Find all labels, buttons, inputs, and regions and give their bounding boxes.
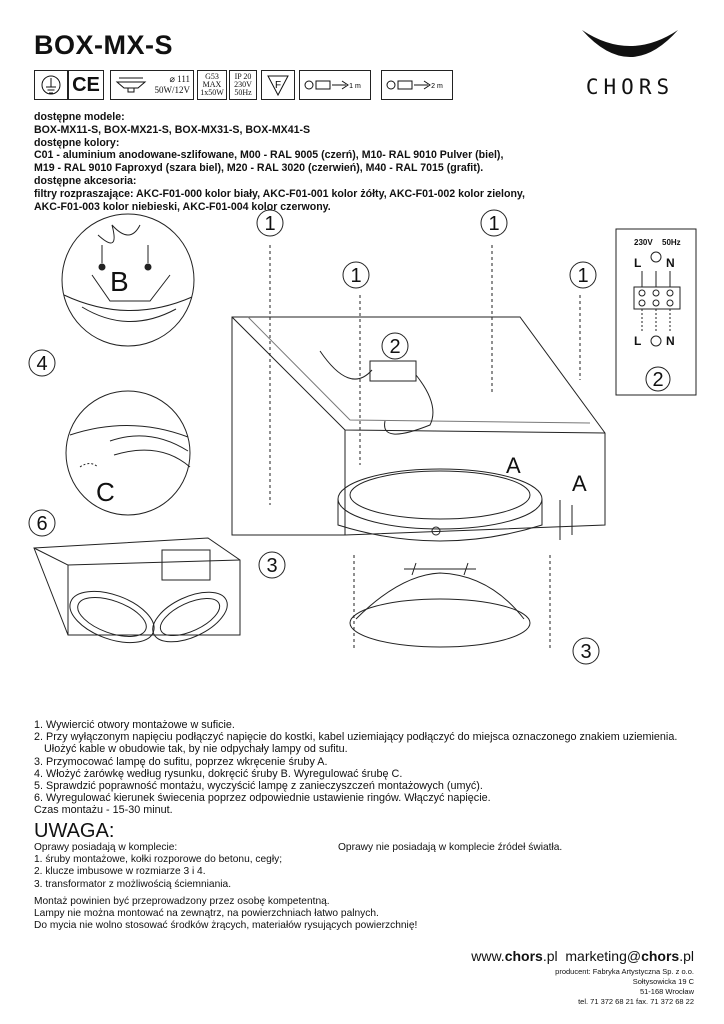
warning-heading: UWAGA: <box>34 820 115 842</box>
bulb-power: 50W/12V <box>154 85 190 95</box>
label-a2: A <box>572 471 587 496</box>
wiring-panel <box>616 229 696 395</box>
svg-text:N: N <box>666 334 675 348</box>
svg-text:2 m: 2 m <box>431 83 443 90</box>
label-c: C <box>96 477 115 507</box>
models-label: dostępne modele: <box>34 111 125 123</box>
detail-b <box>62 214 194 346</box>
step-4-marker <box>29 350 55 376</box>
accessories-label: dostępne akcesoria: <box>34 174 137 187</box>
instruction-5: 5. Sprawdzić poprawność montażu, wyczyścić lampę z zanieczyszczeń montażowych (umyć). <box>34 780 483 793</box>
footer-address: producent: Fabryka Artystyczna Sp. z o.o. Sołtysowicka 19 C 51-168 Wrocław tel. 71 372 68 21 fax. 71 372 68 22 <box>555 967 694 1006</box>
instruction-3: 3. Przymocować lampę do sufitu, poprzez wkręcenie śruby A. <box>34 755 328 768</box>
ce-mark: CE <box>68 70 104 100</box>
instruction-1: 1. Wywiercić otwory montażowe w suficie. <box>34 719 235 731</box>
guide-lines <box>270 245 580 650</box>
accessories-line-1: filtry rozpraszające: AKC-F01-000 kolor biały, AKC-F01-001 kolor żółty, AKC-F01-002 kolor zielony, <box>34 187 525 200</box>
marker-3b: 3 <box>580 641 592 663</box>
svg-text:F: F <box>274 80 282 91</box>
svg-text:1 m: 1 m <box>349 83 361 90</box>
installation-diagram <box>20 205 710 675</box>
svg-text:L: L <box>634 256 642 270</box>
marker-2a: 2 <box>389 336 401 358</box>
mounting-time: Czas montażu - 15-30 minut. <box>34 804 173 817</box>
instruction-4: 4. Włożyć żarówkę według rysunku, dokręcić śruby B. Wyregulować śrubę C. <box>34 767 403 780</box>
svg-text:6: 6 <box>36 513 48 535</box>
footer-web[interactable]: www.chors.pl marketing@chors.pl <box>471 948 694 964</box>
lamp-ring <box>338 469 542 541</box>
ground-icon <box>651 252 661 262</box>
step-6-illustration <box>34 538 240 653</box>
step-6-marker <box>29 510 55 536</box>
colors-label: dostępne kolory: <box>34 136 120 149</box>
instruction-2b: Ułożyć kable w obudowie tak, by nie odpychały lampy od sufitu. <box>44 743 348 756</box>
detail-c <box>66 391 190 515</box>
bulb-size: ⌀ 111 <box>169 74 190 84</box>
bulb <box>350 563 530 647</box>
marker-1d: 1 <box>577 265 589 287</box>
marker-1c: 1 <box>350 265 362 287</box>
socket-symbol: G53 MAX 1x50W <box>197 70 227 100</box>
label-b: B <box>110 266 129 297</box>
frequency-label: 50Hz <box>662 238 681 247</box>
distance-1m-symbol <box>299 70 371 100</box>
safety-notes: Montaż powinien być przeprowadzony przez osobę kompetentną. Lampy nie można montować na zewnątrz, na powierzchniach łatwo palnych. Do mycia nie wolno stosować środków żrących, materiałów rysujących powierzchnię! <box>34 896 418 932</box>
accessories-line-2: AKC-F01-003 kolor niebieski, AKC-F01-004 kolor czerwony. <box>34 200 331 213</box>
marker-3a: 3 <box>266 555 278 577</box>
logo-arc-icon <box>582 30 678 57</box>
brand-name: CHORS <box>585 75 675 99</box>
svg-text:L: L <box>634 334 642 348</box>
ip-symbol: IP 20 230V 50Hz <box>229 70 257 100</box>
kit-list: Oprawy posiadają w komplecie: 1. śruby montażowe, kołki rozporowe do betonu, cegły; 2. klucze imbusowe w rozmiarze 3 i 4. 3. transformator z możliwością ściemniania. <box>34 842 283 890</box>
number-markers <box>257 210 599 664</box>
product-title: BOX-MX-S <box>34 30 173 60</box>
product-info <box>34 111 694 213</box>
marker-2b: 2 <box>652 369 664 391</box>
voltage-label: 230V <box>634 238 653 247</box>
no-light-source-note: Oprawy nie posiadają w komplecie źródeł światła. <box>338 842 563 853</box>
instruction-2: 2. Przy wyłączonym napięciu podłączyć napięcie do kostki, kabel uziemiający podłączyć do miejsca oznaczonego znakiem uziemienia. <box>34 731 678 744</box>
chors-logo <box>560 22 700 102</box>
svg-text:4: 4 <box>36 353 48 375</box>
marker-1a: 1 <box>264 213 276 235</box>
colors-line-1: C01 - aluminium anodowane-szlifowane, M00 - RAL 9005 (czerń), M10- RAL 9010 Pulver (biel), <box>34 149 504 162</box>
screw-a <box>560 500 572 540</box>
bulb-symbol <box>110 70 194 100</box>
bulb-icon <box>114 74 148 96</box>
label-a1: A <box>506 453 521 478</box>
distance-2m-symbol <box>381 70 453 100</box>
models-list: BOX-MX11-S, BOX-MX21-S, BOX-MX31-S, BOX-MX41-S <box>34 123 311 136</box>
instructions-list <box>34 719 677 817</box>
marker-1b: 1 <box>488 213 500 235</box>
f-mark-symbol <box>261 70 295 100</box>
instruction-6: 6. Wyregulować kierunek świecenia poprzez odpowiednie ustawienie ringów. Włączyć napięcie. <box>34 792 491 805</box>
class-one-symbol <box>34 70 68 100</box>
main-housing <box>232 317 605 535</box>
colors-line-2: M19 - RAL 9010 Faproxyd (szara biel), M20 - RAL 3020 (czerwień), M40 - RAL 7015 (grafit). <box>34 162 484 175</box>
svg-text:N: N <box>666 256 675 270</box>
